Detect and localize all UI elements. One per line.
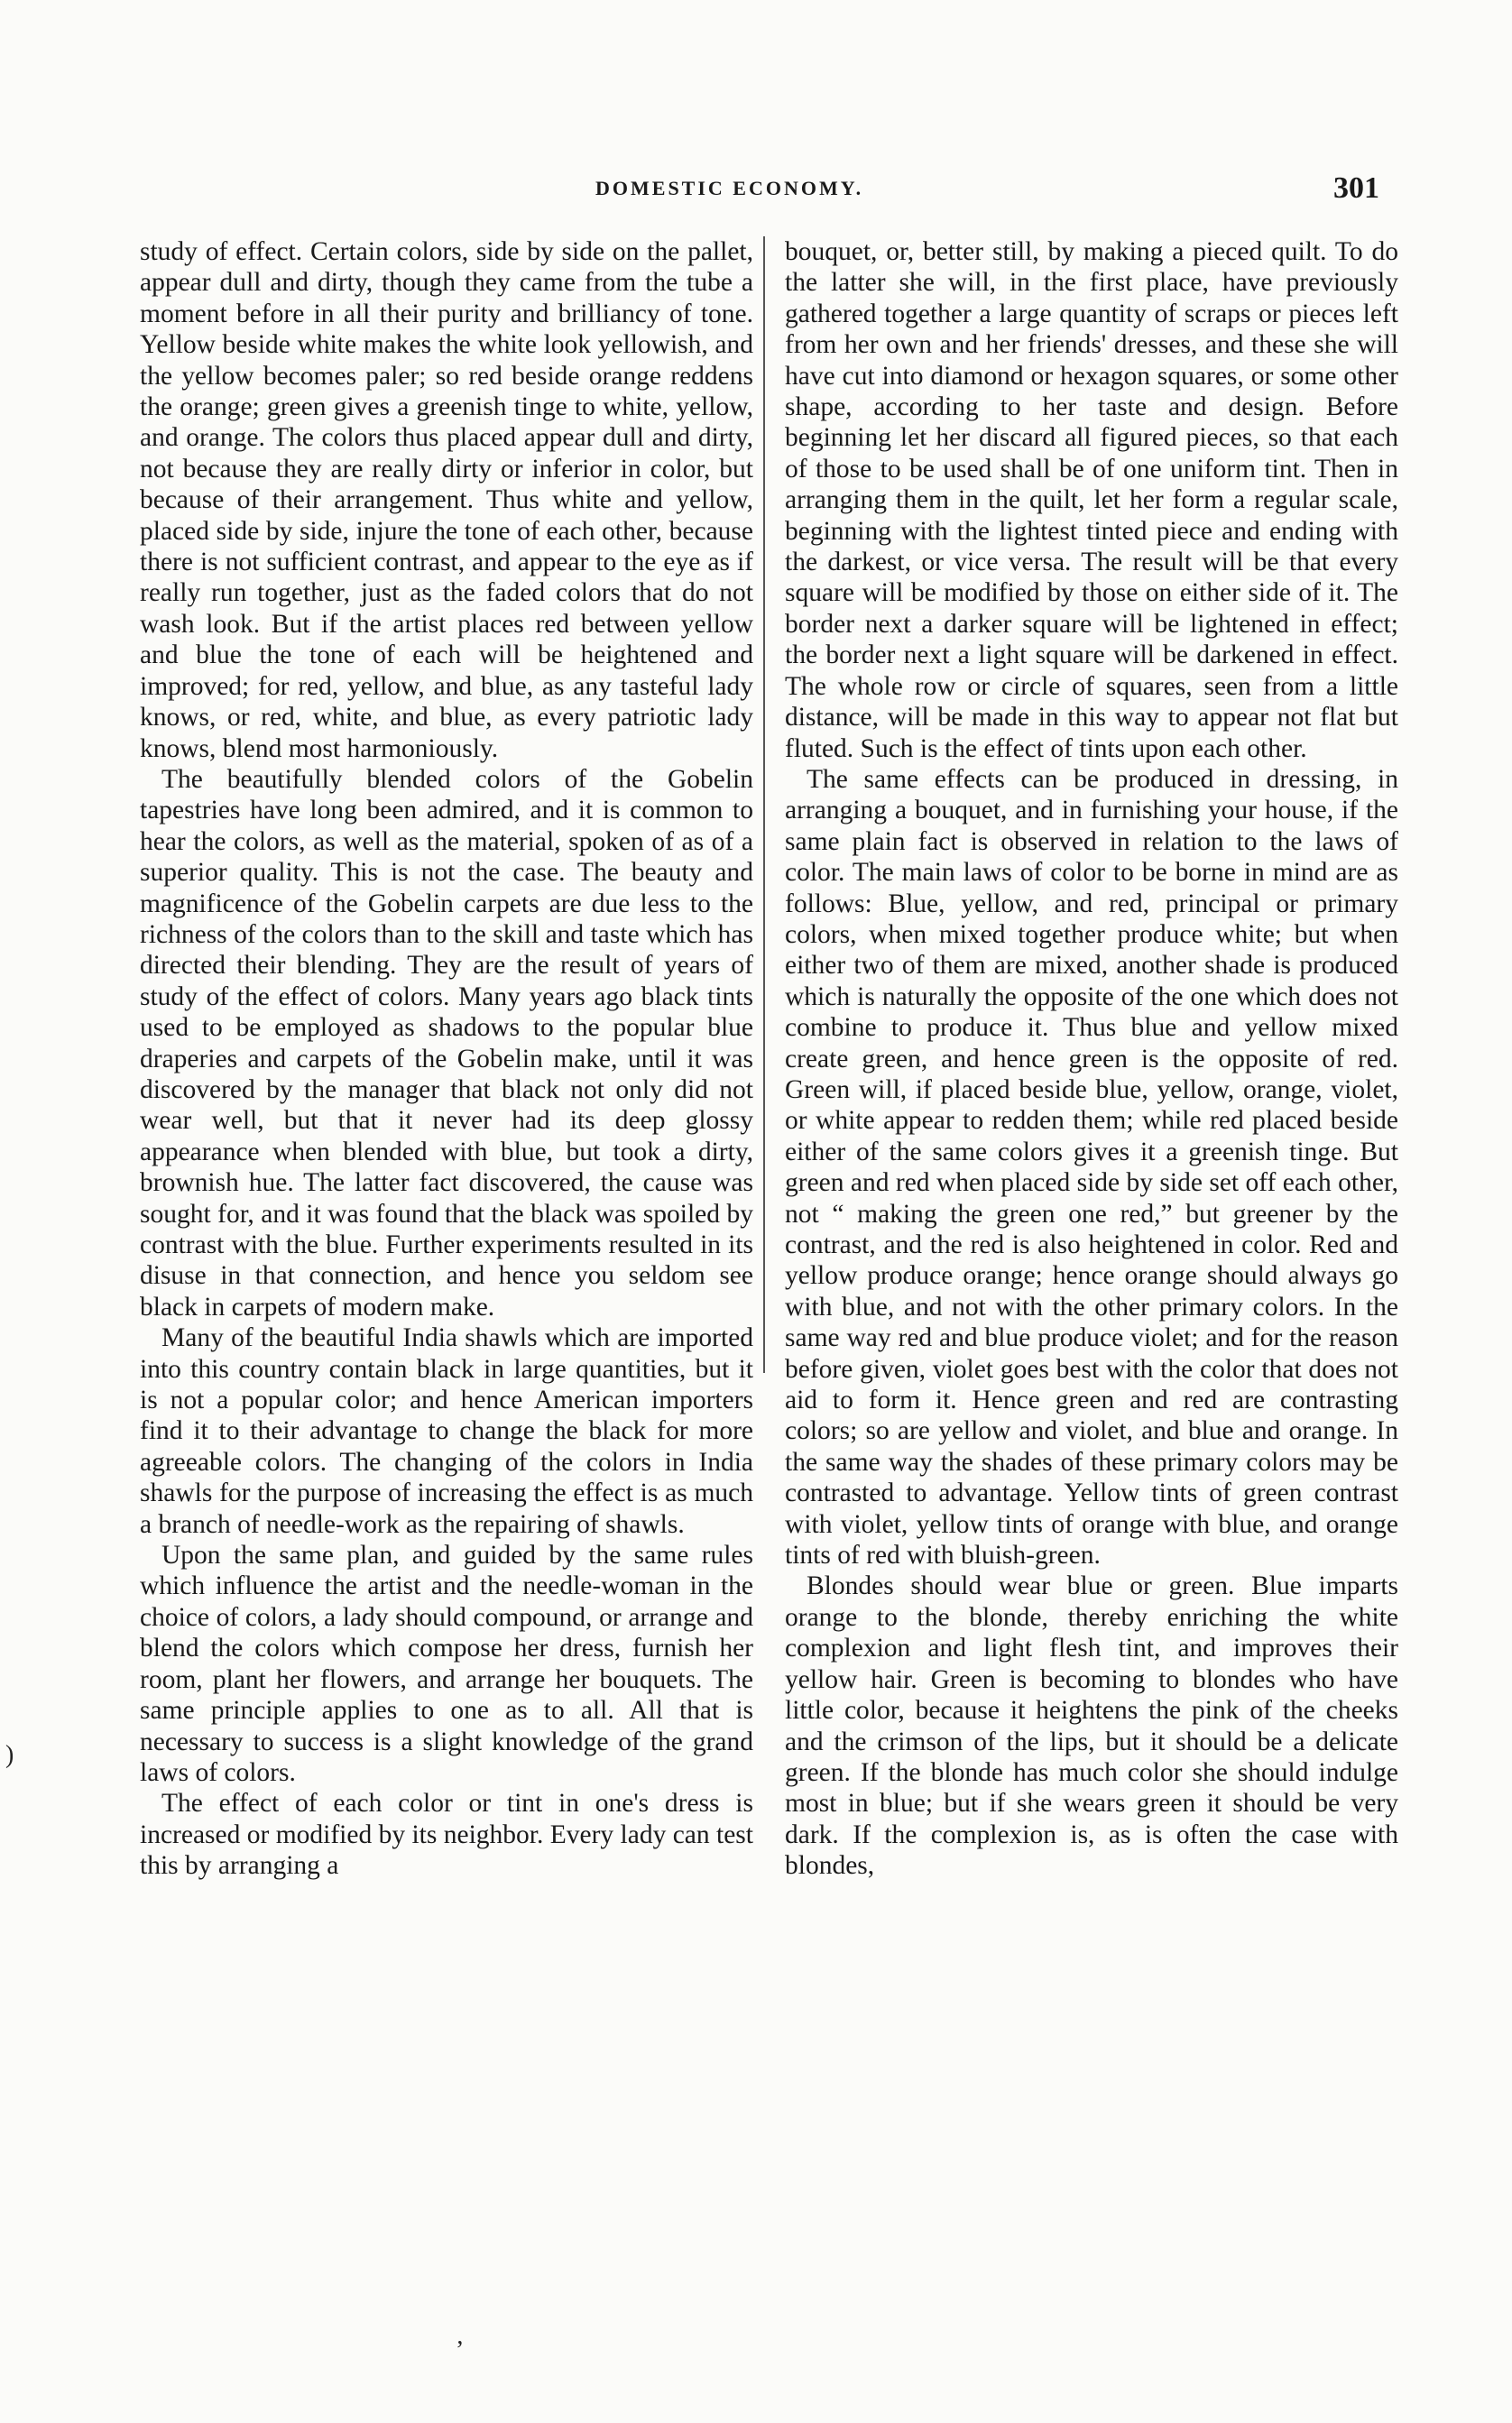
paragraph: The beautifully blended colors of the Gobelin tapestries have long been admired, and it is common to hear the colors, as well as the material, spoken of as of a superior quality. This is not the case. The beauty and magnificence of the Gobelin carpets are due less to the richness of the colors than to the skill and taste which has directed their blending. They are the result of years of study of the effect of colors. Many years ago black tints used to be employed as shadows to the popular blue draperies and carpets of the Gobelin make, until it was discovered by the manager that black not only did not wear well, but that it never had its deep glossy appearance when blended with blue, but took a dirty, brownish hue. The latter fact discovered, the cause was sought for, and it was found that the black was spoiled by contrast with the blue. Further experiments resulted in its disuse in that connection, and hence you seldom see black in carpets of modern make. [140,764,753,1322]
paragraph: The same effects can be produced in dressing, in arranging a bouquet, and in furnishing your house, if the same plain fact is observed in relation to the laws of color. The main laws of color to be borne in mind are as follows: Blue, yellow, and red, principal or primary colors, when mixed together produce white; but when either two of them are mixed, another shade is produced which is naturally the opposite of the one which does not combine to produce it. Thus blue and yellow mixed create green, and hence green is the opposite of red. Green will, if placed beside blue, yellow, orange, violet, or white appear to redden them; while red placed beside either of the same colors gives it a greenish tinge. But green and red when placed side by side set off each other, not “ making the green one red,” but greener by the contrast, and the red is also heightened in color. Red and yellow produce orange; hence orange should always go with blue, and not with the other primary colors. In the same way red and blue produce violet; and for the reason before given, violet goes best with the color that does not aid to form it. Hence green and red are contrasting colors; so are yellow and violet, and blue and orange. In the same way the shades of these primary colors may be contrasted to advantage. Yellow tints of green contrast with violet, yellow tints of orange with blue, and orange tints of red with bluish-green. [785,764,1398,1571]
paragraph: Blondes should wear blue or green. Blue imparts orange to the blonde, thereby enriching the white complexion and light flesh tint, and improves their yellow hair. Green is becoming to blondes who have little color, because it heightens the pink of the cheeks and the crimson of the lips, but it should be a delicate green. If the blonde has much color she should indulge most in blue; but if she wears green it should be very dark. If the complexion is, as is often the case with blondes, [785,1571,1398,1881]
running-head [0,173,1512,209]
paragraph: Many of the beautiful India shawls which are imported into this country contain black in large quantities, but it is not a popular color; and hence American importers find it to their advantage to change the black for more agreeable colors. The changing of the colors in India shawls for the purpose of increasing the effect is as much a branch of needle-work as the repairing of shawls. [140,1323,753,1539]
paragraph: bouquet, or, better still, by making a pieced quilt. To do the latter she will, in the first place, have previously gathered together a large quantity of scraps or pieces left from her own and her friends' dresses, and these she will have cut into diamond or hexagon squares, or some other shape, according to her taste and design. Before beginning let her discard all figured pieces, so that each of those to be used shall be of one uniform tint. Then in arranging them in the quilt, let her form a regular scale, beginning with the lightest tinted piece and ending with the darkest, or vice versa. The result will be that every square will be modified by those on either side of it. The border next a darker square will be lightened in effect; the border next a light square will be darkened in effect. The whole row or circle of squares, seen from a little distance, will be made in this way to appear not flat but fluted. Such is the effect of tints upon each other. [785,237,1398,763]
column-divider [763,236,765,1373]
left-column [140,236,753,2266]
right-column [785,236,1398,2266]
paragraph: study of effect. Certain colors, side by side on the pallet, appear dull and dirty, though they came from the tube a moment before in all their purity and brilliancy of tone. Yellow beside white makes the white look yellowish, and the yellow becomes paler; so red beside orange reddens the orange; green gives a greenish tinge to white, yellow, and orange. The colors thus placed appear dull and dirty, not because they are really dirty or inferior in color, but because of their arrangement. Thus white and yellow, placed side by side, injure the tone of each other, because there is not sufficient contrast, and appear to the eye as if really run together, just as the faded colors that do not wash look. But if the artist places red between yellow and blue the tone of each will be heightened and improved; for red, yellow, and blue, as any tasteful lady knows, or red, white, and blue, as every patriotic lady knows, blend most harmoniously. [140,237,753,763]
running-title: DOMESTIC ECONOMY. [595,177,864,199]
margin-mark: ) [5,1741,14,1769]
page-number: 301 [1333,171,1379,205]
margin-mark: ʼ [456,2336,465,2364]
paragraph: The effect of each color or tint in one's dress is increased or modified by its neighbor. Every lady can test this by arranging a [140,1789,753,1881]
paragraph: Upon the same plan, and guided by the same rules which influence the artist and the needle-woman in the choice of colors, a lady should compound, or arrange and blend the colors which compose her dress, furnish her room, plant her flowers, and arrange her bouquets. The same principle applies to one as to all. All that is necessary to success is a slight knowledge of the grand laws of colors. [140,1541,753,1787]
